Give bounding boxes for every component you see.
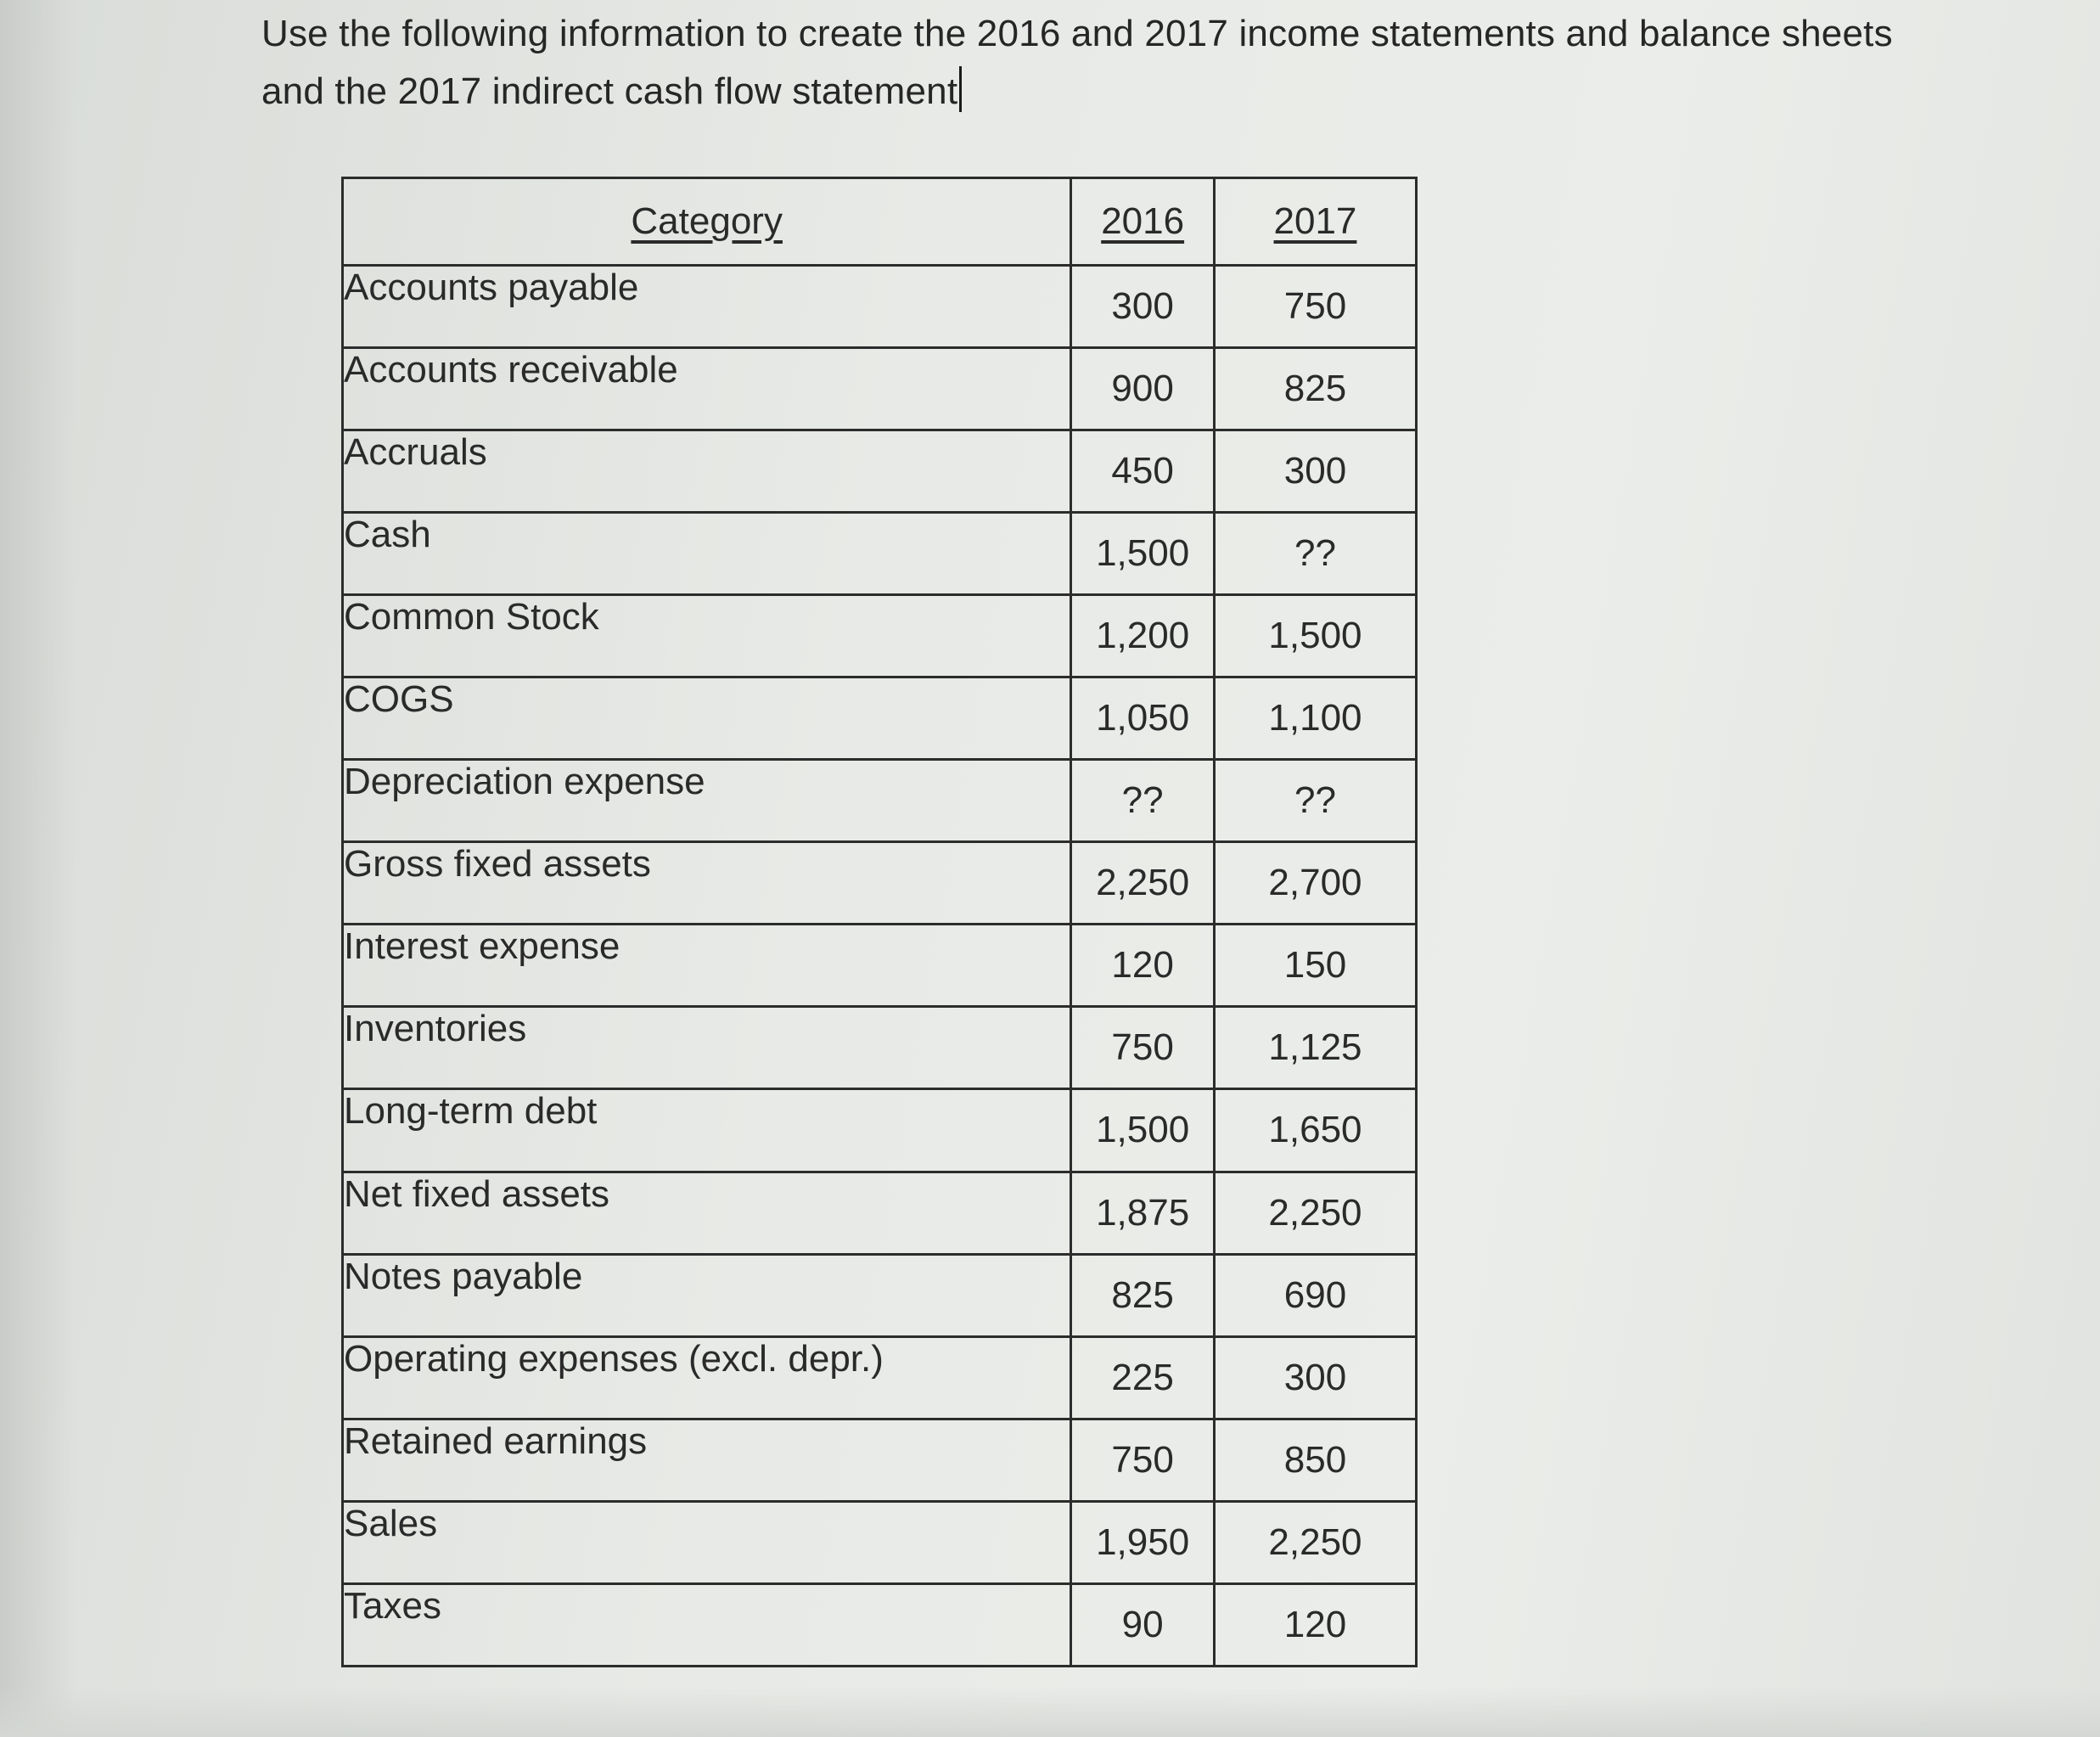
table-header-row: [343, 178, 1417, 266]
value-2016: 825: [1071, 1254, 1215, 1336]
header-category: Category: [343, 178, 1071, 266]
table-row: [343, 1501, 1417, 1583]
table-row: [343, 1583, 1417, 1666]
value-2017: 690: [1214, 1254, 1416, 1336]
value-2017: 1,500: [1214, 595, 1416, 677]
table-row: [343, 925, 1417, 1007]
value-2016: 225: [1071, 1336, 1215, 1419]
table-row: [343, 1254, 1417, 1336]
instruction-paragraph[interactable]: [261, 5, 1900, 121]
table-row: [343, 513, 1417, 595]
row-category: Retained earnings: [343, 1419, 1071, 1501]
table-row: [343, 1007, 1417, 1089]
value-2016: 450: [1071, 430, 1215, 513]
table-row: [343, 1089, 1417, 1172]
table-row: [343, 266, 1417, 348]
value-2016: 1,050: [1071, 677, 1215, 760]
table-row: [343, 595, 1417, 677]
row-category: Long-term debt: [343, 1089, 1071, 1172]
value-2016: 1,500: [1071, 1089, 1215, 1172]
value-2017: ??: [1214, 513, 1416, 595]
row-category: Taxes: [343, 1583, 1071, 1666]
row-category: Gross fixed assets: [343, 842, 1071, 925]
value-2017: ??: [1214, 760, 1416, 842]
screen-shading-left: [0, 0, 76, 1737]
value-2016: 750: [1071, 1419, 1215, 1501]
value-2016: 120: [1071, 925, 1215, 1007]
value-2016: 1,500: [1071, 513, 1215, 595]
table-row: [343, 842, 1417, 925]
table-row: [343, 760, 1417, 842]
value-2016: 900: [1071, 348, 1215, 430]
table-row: [343, 430, 1417, 513]
row-category: Operating expenses (excl. depr.): [343, 1336, 1071, 1419]
header-2017: 2017: [1214, 178, 1416, 266]
value-2016: 1,875: [1071, 1172, 1215, 1254]
table-row: [343, 1336, 1417, 1419]
screen-shading-bottom: [0, 1686, 2100, 1737]
row-category: Net fixed assets: [343, 1172, 1071, 1254]
table-row: [343, 677, 1417, 760]
row-category: Inventories: [343, 1007, 1071, 1089]
row-category: COGS: [343, 677, 1071, 760]
row-category: Depreciation expense: [343, 760, 1071, 842]
value-2016: 2,250: [1071, 842, 1215, 925]
header-2016: 2016: [1071, 178, 1215, 266]
row-category: Interest expense: [343, 925, 1071, 1007]
value-2016: 90: [1071, 1583, 1215, 1666]
value-2017: 1,100: [1214, 677, 1416, 760]
value-2016: 1,950: [1071, 1501, 1215, 1583]
value-2017: 300: [1214, 1336, 1416, 1419]
table-row: [343, 1172, 1417, 1254]
value-2017: 2,250: [1214, 1172, 1416, 1254]
value-2016: 1,200: [1071, 595, 1215, 677]
value-2017: 825: [1214, 348, 1416, 430]
row-category: Common Stock: [343, 595, 1071, 677]
row-category: Notes payable: [343, 1254, 1071, 1336]
value-2017: 2,250: [1214, 1501, 1416, 1583]
table-row: [343, 348, 1417, 430]
row-category: Sales: [343, 1501, 1071, 1583]
value-2017: 1,650: [1214, 1089, 1416, 1172]
financial-data-table: [341, 177, 1418, 1667]
instruction-text: Use the following information to create the 2016 and 2017 income statements and balance sheets and the 2017 indirect cash flow statement: [261, 13, 1893, 112]
row-category: Cash: [343, 513, 1071, 595]
value-2017: 300: [1214, 430, 1416, 513]
row-category: Accruals: [343, 430, 1071, 513]
row-category: Accounts receivable: [343, 348, 1071, 430]
table-row: [343, 1419, 1417, 1501]
value-2016: ??: [1071, 760, 1215, 842]
value-2017: 850: [1214, 1419, 1416, 1501]
value-2016: 750: [1071, 1007, 1215, 1089]
value-2016: 300: [1071, 266, 1215, 348]
value-2017: 2,700: [1214, 842, 1416, 925]
row-category: Accounts payable: [343, 266, 1071, 348]
value-2017: 120: [1214, 1583, 1416, 1666]
value-2017: 1,125: [1214, 1007, 1416, 1089]
value-2017: 750: [1214, 266, 1416, 348]
text-cursor: [959, 66, 962, 112]
value-2017: 150: [1214, 925, 1416, 1007]
